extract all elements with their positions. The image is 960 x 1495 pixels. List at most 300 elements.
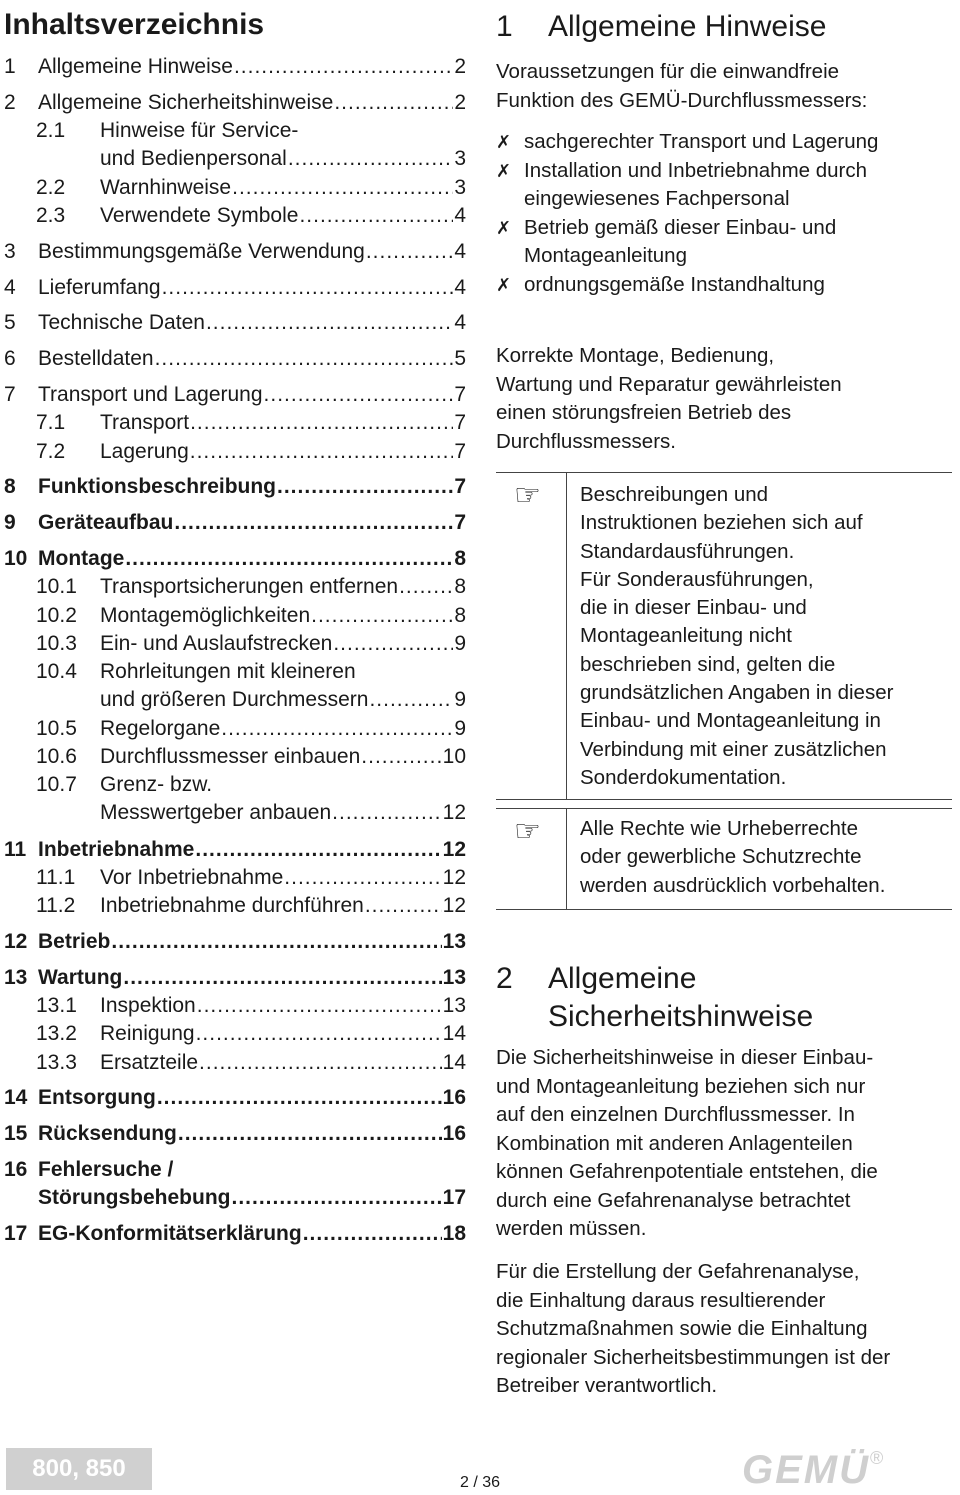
toc-entry-label: Bestelldaten: [38, 347, 154, 371]
paragraph-line: durch eine Gefahrenanalyse betrachtet: [496, 1188, 851, 1212]
toc-line: [100, 686, 466, 714]
toc-entry-page: 13: [442, 965, 466, 989]
requirements-list: [496, 128, 952, 299]
toc-entry-text: [38, 509, 466, 537]
toc-line: [38, 509, 466, 537]
toc-entry-number: 3: [4, 239, 16, 263]
toc-leader-dots: [234, 53, 453, 81]
toc-entry-label: Lagerung: [100, 439, 189, 463]
toc-leader-dots: [123, 964, 441, 992]
toc-entry: [4, 928, 466, 956]
note-line: beschrieben sind, gelten die: [580, 652, 836, 676]
toc-entry-text: [100, 117, 466, 173]
toc-line: [100, 438, 466, 466]
toc-entry-text: [100, 1049, 466, 1077]
list-item-text: ordnungsgemäße Instandhaltung: [524, 272, 825, 296]
toc-entry-text: [38, 1120, 466, 1148]
toc-leader-dots: [277, 473, 453, 501]
paragraph-line: Korrekte Montage, Bedienung,: [496, 344, 775, 367]
toc-entry-page: 9: [454, 631, 466, 655]
toc-line: [100, 409, 466, 437]
paragraph-line: Betreiber verantwortlich.: [496, 1374, 718, 1397]
toc-leader-dots: [264, 381, 454, 409]
section-1-title: Allgemeine Hinweise: [548, 10, 827, 43]
toc-line: [100, 771, 466, 799]
toc-entry-page: 16: [442, 1122, 466, 1146]
toc-entry-page: 7: [454, 411, 466, 435]
note-box-1: [496, 472, 952, 800]
toc-leader-dots: [155, 345, 454, 373]
toc-entry-text: [38, 381, 466, 409]
note-line: Beschreibungen und: [580, 483, 769, 506]
toc-entry-page: 12: [442, 837, 466, 861]
toc-line: [38, 1184, 466, 1212]
toc-entry-label: Wartung: [38, 965, 123, 989]
cross-mark-icon: ✗: [496, 160, 512, 181]
toc-line: [38, 1120, 466, 1148]
toc-leader-dots: [125, 545, 453, 573]
toc-entry-text: [100, 409, 466, 437]
note-line: werden ausdrücklich vorbehalten.: [580, 873, 886, 897]
toc-entry-page: 12: [442, 894, 466, 918]
toc-entry-label: Warnhinweise: [100, 175, 232, 199]
toc-entry-number: 13.3: [36, 1050, 77, 1074]
toc-leader-dots: [332, 799, 441, 827]
toc-entry-text: [38, 473, 466, 501]
note-divider: [566, 809, 567, 909]
toc-entry-page: 13: [442, 994, 466, 1017]
toc-entry-number: 13.2: [36, 1022, 77, 1046]
toc-entry-label: Reinigung: [100, 1022, 195, 1046]
toc-leader-dots: [311, 602, 453, 630]
toc-line: [100, 864, 466, 892]
section-2-paragraph-1: [496, 1044, 952, 1244]
toc-entry-label: Allgemeine Sicherheitshinweise: [38, 90, 334, 114]
toc-entry-text: [100, 892, 466, 920]
toc-line: [100, 1020, 466, 1048]
paragraph-line: Die Sicherheitshinweise in dieser Einbau-: [496, 1046, 874, 1069]
note-line: Für Sonderausführungen,: [580, 567, 814, 591]
toc-line: [100, 892, 466, 920]
toc-entry-text: [100, 743, 466, 771]
toc-leader-dots: [174, 509, 453, 537]
toc-entry-number: 16: [4, 1158, 28, 1181]
toc-entry-text: [100, 630, 466, 658]
toc-line: [38, 53, 466, 81]
toc-entry-text: [38, 1156, 466, 1212]
toc-entry: [4, 274, 466, 302]
toc-entry-number: 7.2: [36, 439, 66, 463]
model-badge: 800, 850: [6, 1448, 152, 1490]
toc-entry-text: [100, 715, 466, 743]
toc-entry: [4, 381, 466, 409]
section-2-title-line: Allgemeine: [548, 962, 697, 995]
toc-line: [100, 117, 466, 145]
note-line: Instruktionen beziehen sich auf: [580, 511, 863, 535]
toc-entry-text: [38, 1084, 466, 1112]
toc-leader-dots: [206, 309, 453, 337]
list-item-text: sachgerechter Transport und Lagerung: [524, 130, 879, 153]
toc-line: [38, 964, 466, 992]
toc-entry-page: 3: [454, 147, 466, 171]
toc-entry-text: [100, 1020, 466, 1048]
list-item: [496, 128, 952, 157]
toc-entry-label: Hinweise für Service-: [100, 119, 299, 143]
toc-entry-number: 10.4: [36, 660, 77, 684]
toc-entry-number: 2.1: [36, 119, 66, 143]
paragraph-line: einen störungsfreien Betrieb des: [496, 401, 792, 424]
list-item: [496, 271, 952, 300]
toc-entry-page: 8: [454, 603, 466, 627]
toc-line: [38, 1220, 466, 1248]
toc-leader-dots: [178, 1120, 442, 1148]
toc-entry-label: Transport und Lagerung: [38, 383, 263, 406]
toc-entry-label: Bestimmungsgemäße Verwendung: [38, 239, 365, 263]
pointing-hand-icon: ☞: [514, 815, 541, 848]
toc-entry-text: [100, 174, 466, 202]
toc-entry-label: Transport: [100, 411, 190, 435]
paragraph-line: regionaler Sicherheitsbestimmungen ist der: [496, 1345, 891, 1369]
toc-line: [100, 573, 466, 601]
toc-entry-label: Regelorgane: [100, 716, 221, 740]
toc-entry-number: 1: [4, 55, 16, 78]
list-item-text: Montageanleitung: [524, 244, 687, 267]
toc-entry-label: Montagemöglichkeiten: [100, 603, 311, 627]
cross-mark-icon: ✗: [496, 217, 512, 238]
paragraph-line: auf den einzelnen Durchflussmesser. In: [496, 1103, 855, 1126]
toc-entry-number: 6: [4, 347, 16, 371]
toc-entry: [4, 892, 466, 920]
toc-entry-number: 2.3: [36, 204, 66, 227]
list-item-text: Betrieb gemäß dieser Einbau- und: [524, 215, 837, 239]
toc-title: Inhaltsverzeichnis: [4, 8, 265, 41]
toc-entry: [4, 1084, 466, 1112]
toc-entry-number: 8: [4, 475, 16, 499]
toc-entry-number: 10.7: [36, 773, 77, 797]
toc-entry-number: 15: [4, 1122, 28, 1146]
toc-entry-page: 7: [454, 475, 466, 499]
toc-entry-number: 9: [4, 511, 16, 535]
toc-entry-page: 4: [454, 239, 466, 263]
toc-line: [38, 1084, 466, 1112]
toc-entry-page: 14: [442, 1022, 466, 1046]
toc-entry-text: [100, 992, 466, 1020]
toc-entry: [4, 174, 466, 202]
section-2-title-line: Sicherheitshinweise: [548, 1000, 814, 1033]
toc-line: [38, 345, 466, 373]
toc-entry-text: [38, 345, 466, 373]
toc-entry-label: Rohrleitungen mit kleineren: [100, 660, 356, 684]
toc-entry: [4, 545, 466, 573]
toc-entry-label: EG-Konformitätserklärung: [38, 1222, 302, 1246]
toc-entry: [4, 1049, 466, 1077]
toc-line: [38, 545, 466, 573]
toc-entry-page: 12: [442, 865, 466, 889]
toc-entry-label: Inbetriebnahme durchführen: [100, 894, 364, 918]
toc-entry-text: [38, 238, 466, 266]
toc-entry-label: Störungsbehebung: [38, 1186, 231, 1209]
toc-line: [100, 1049, 466, 1077]
toc-entry-page: 5: [454, 347, 466, 371]
toc-entry-text: [100, 602, 466, 630]
toc-entry: [4, 53, 466, 81]
toc-entry: [4, 573, 466, 601]
paragraph-line: können Gefahrenpotentiale entstehen, die: [496, 1160, 878, 1183]
toc-entry-text: [100, 438, 466, 466]
toc-entry-text: [100, 771, 466, 827]
toc-entry-label: Grenz- bzw.: [100, 773, 213, 797]
toc-entry-page: 8: [454, 547, 466, 570]
list-item-text: Installation und Inbetriebnahme durch: [524, 158, 868, 182]
paragraph-line: Wartung und Reparatur gewährleisten: [496, 372, 842, 396]
toc-entry-page: 17: [442, 1186, 466, 1209]
toc-entry-number: 10: [4, 547, 28, 570]
toc-entry-number: 12: [4, 929, 28, 953]
paragraph-line: Durchflussmessers.: [496, 429, 676, 453]
toc-entry-page: 18: [442, 1222, 466, 1246]
toc-line: [38, 928, 466, 956]
toc-line: [100, 630, 466, 658]
toc-leader-dots: [333, 630, 453, 658]
toc-line: [100, 174, 466, 202]
gemue-logo: GEMÜ®: [742, 1448, 886, 1492]
toc-leader-dots: [303, 1220, 442, 1248]
toc-entry-label: Technische Daten: [38, 311, 205, 335]
toc-entry-number: 2: [4, 90, 16, 114]
toc-entry-number: 14: [4, 1086, 28, 1110]
section-2-number: 2: [496, 962, 513, 995]
toc-entry-text: [100, 573, 466, 601]
toc-entry-label: Ein- und Auslaufstrecken: [100, 631, 333, 655]
toc-entry-number: 4: [4, 275, 16, 299]
toc-leader-dots: [334, 89, 453, 117]
toc-line: [38, 473, 466, 501]
toc-entry-label: Entsorgung: [38, 1086, 156, 1110]
toc-entry-page: 4: [454, 311, 466, 335]
toc-leader-dots: [284, 864, 441, 892]
toc-leader-dots: [361, 743, 441, 771]
toc-line: [100, 602, 466, 630]
toc-entry-number: 13: [4, 965, 28, 989]
toc-entry: [4, 1120, 466, 1148]
toc-entry: [4, 345, 466, 373]
toc-line: [100, 202, 466, 230]
paragraph-line: werden müssen.: [496, 1217, 647, 1240]
toc-entry-label: Allgemeine Hinweise: [38, 55, 233, 78]
toc-entry-text: [38, 836, 466, 864]
page-number: 2 / 36: [459, 1474, 501, 1491]
toc-entry-label: Messwertgeber anbauen: [100, 801, 332, 825]
toc-leader-dots: [232, 1184, 442, 1212]
toc-entry-text: [38, 964, 466, 992]
toc-entry: [4, 715, 466, 743]
toc-entry: [4, 964, 466, 992]
toc-entry: [4, 992, 466, 1020]
toc-entry-number: 10.6: [36, 745, 77, 769]
toc-line: [100, 715, 466, 743]
toc-leader-dots: [365, 892, 442, 920]
toc-entry-number: 11.1: [36, 865, 76, 889]
toc-entry: [4, 309, 466, 337]
intro-line: Funktion des GEMÜ-Durchflussmessers:: [496, 88, 868, 112]
pointing-hand-icon: ☞: [514, 479, 541, 512]
toc-line: [38, 381, 466, 409]
cross-mark-icon: ✗: [496, 274, 512, 295]
toc-entry-label: und größeren Durchmessern: [100, 688, 369, 712]
note-2-text: [580, 815, 952, 900]
paragraph-line: die Einhaltung daraus resultierender: [496, 1288, 826, 1312]
note-divider: [566, 473, 567, 799]
toc-entry: [4, 473, 466, 501]
toc-entry-number: 10.5: [36, 716, 77, 740]
toc-entry-label: Geräteaufbau: [38, 511, 174, 535]
toc-entry-page: 13: [442, 929, 466, 953]
toc-leader-dots: [111, 928, 441, 956]
toc-entry-number: 13.1: [36, 994, 77, 1017]
toc-entry-label: Lieferumfang: [38, 275, 161, 299]
toc-leader-dots: [369, 686, 453, 714]
note-line: Montageanleitung nicht: [580, 624, 792, 648]
list-item: [496, 214, 952, 271]
section-1-intro: [496, 58, 952, 115]
toc-entry-label: Transportsicherungen entfernen: [100, 575, 399, 599]
note-box-2: [496, 808, 952, 910]
toc-leader-dots: [366, 238, 453, 266]
toc-entry-number: 10.2: [36, 603, 77, 627]
toc-leader-dots: [157, 1084, 442, 1112]
toc-entry-text: [38, 89, 466, 117]
note-line: die in dieser Einbau- und: [580, 596, 807, 620]
toc-entry-page: 10: [442, 745, 466, 769]
toc-entry-text: [38, 53, 466, 81]
toc-leader-dots: [288, 145, 453, 173]
note-line: grundsätzlichen Angaben in dieser: [580, 681, 894, 705]
toc-entry-text: [100, 658, 466, 714]
toc-line: [100, 992, 466, 1020]
toc-entry-number: 11: [4, 837, 27, 861]
toc-entry-label: Montage: [38, 547, 125, 570]
toc-entry-label: Verwendete Symbole: [100, 204, 299, 227]
toc-line: [100, 145, 466, 173]
note-1-text: [580, 481, 952, 792]
toc-entry-number: 11.2: [36, 894, 76, 918]
toc-leader-dots: [190, 438, 454, 466]
note-line: Alle Rechte wie Urheberrechte: [580, 817, 859, 840]
toc-entry: [4, 743, 466, 771]
toc-entry-text: [38, 309, 466, 337]
toc-entry-number: 5: [4, 311, 16, 335]
section-1-number: 1: [496, 10, 513, 43]
toc-entry-page: 4: [454, 204, 466, 227]
toc-leader-dots: [197, 992, 442, 1020]
toc-entry-page: 4: [454, 275, 466, 299]
toc-entry-page: 9: [454, 688, 466, 712]
toc-entry-text: [38, 928, 466, 956]
toc-entry-text: [38, 1220, 466, 1248]
toc-entry-number: 2.2: [36, 175, 66, 199]
toc-entry-text: [100, 864, 466, 892]
toc-entry: [4, 89, 466, 117]
toc-entry: [4, 409, 466, 437]
note-line: Verbindung mit einer zusätzlichen: [580, 737, 887, 761]
toc-entry: [4, 1220, 466, 1248]
toc-entry-number: 7: [4, 383, 16, 406]
toc-entry: [4, 864, 466, 892]
toc-leader-dots: [162, 274, 454, 302]
paragraph-line: und Montageanleitung beziehen sich nur: [496, 1074, 866, 1098]
toc-line: [100, 799, 466, 827]
toc-entry-number: 7.1: [36, 411, 66, 435]
toc-entry: [4, 836, 466, 864]
toc-entry: [4, 1020, 466, 1048]
toc-entry-number: 10.1: [36, 575, 77, 599]
toc-entry-label: Inspektion: [100, 994, 196, 1017]
toc-entry-label: Durchflussmesser einbauen: [100, 745, 361, 769]
toc-entry: [4, 438, 466, 466]
toc-entry: [4, 509, 466, 537]
toc-entry: [4, 238, 466, 266]
toc-entry-number: 17: [4, 1222, 28, 1246]
toc-entry-number: 10.3: [36, 631, 77, 655]
note-line: oder gewerbliche Schutzrechte: [580, 845, 862, 869]
toc-entry-page: 2: [454, 90, 466, 114]
section-1-paragraph: [496, 342, 952, 456]
toc-entry-page: 9: [454, 716, 466, 740]
paragraph-line: Kombination mit anderen Anlagenteilen: [496, 1131, 853, 1155]
toc-leader-dots: [399, 573, 453, 601]
cross-mark-icon: ✗: [496, 132, 512, 152]
toc-line: [38, 1156, 466, 1184]
toc-entry: [4, 630, 466, 658]
toc-line: [100, 658, 466, 686]
toc-entry: [4, 117, 466, 174]
toc-entry: [4, 1156, 466, 1213]
toc-entry-label: Funktionsbeschreibung: [38, 475, 277, 499]
note-line: Standardausführungen.: [580, 539, 795, 563]
toc-line: [38, 309, 466, 337]
paragraph-line: Schutzmaßnahmen sowie die Einhaltung: [496, 1317, 868, 1340]
toc-line: [38, 274, 466, 302]
toc-entry-page: 12: [442, 801, 466, 825]
toc-entry-page: 3: [454, 175, 466, 199]
list-item-text: eingewiesenes Fachpersonal: [524, 187, 790, 210]
toc-line: [38, 89, 466, 117]
toc-line: [38, 836, 466, 864]
toc-entry-label: Fehlersuche /: [38, 1158, 174, 1181]
toc-entry-page: 7: [454, 439, 466, 463]
toc-entry-label: Ersatzteile: [100, 1050, 199, 1074]
toc-line: [38, 238, 466, 266]
toc-entry-page: 14: [442, 1050, 466, 1074]
list-item: [496, 157, 952, 214]
toc-leader-dots: [190, 409, 453, 437]
toc-leader-dots: [221, 715, 453, 743]
toc-leader-dots: [199, 1049, 442, 1077]
toc-line: [100, 743, 466, 771]
toc-entry-page: 7: [454, 511, 466, 535]
section-2-title: [548, 960, 813, 1036]
toc-entry-page: 16: [442, 1086, 466, 1110]
intro-line: Voraussetzungen für die einwandfreie: [496, 60, 840, 83]
toc-entry-label: Inbetriebnahme: [38, 837, 195, 861]
note-line: Sonderdokumentation.: [580, 765, 787, 789]
toc-entry-label: und Bedienpersonal: [100, 147, 287, 171]
toc-entry-label: Vor Inbetriebnahme: [100, 865, 284, 889]
toc-leader-dots: [232, 174, 453, 202]
toc-entry-page: 2: [454, 55, 466, 78]
note-line: Einbau- und Montageanleitung in: [580, 709, 881, 733]
toc-entry: [4, 202, 466, 230]
